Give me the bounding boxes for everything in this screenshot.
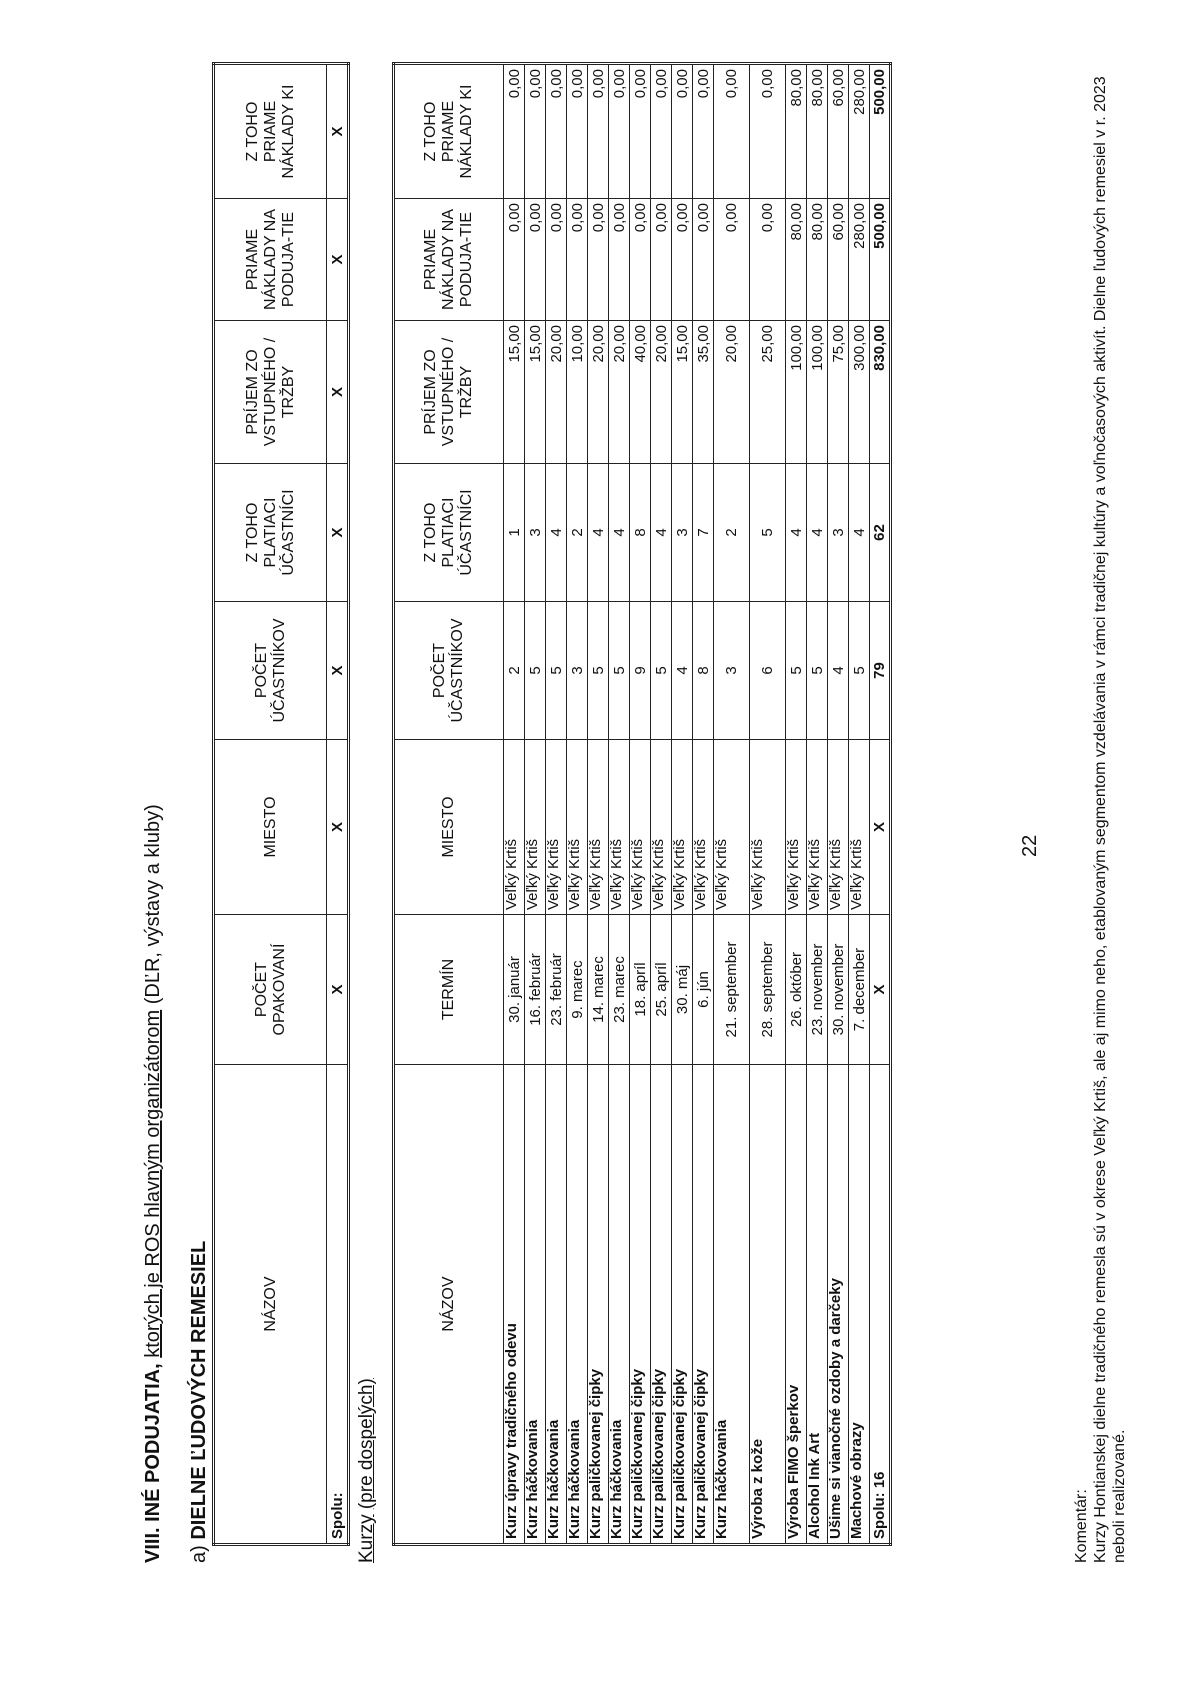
- table-cell: 0,00: [504, 199, 525, 321]
- table-cell: 7: [693, 464, 714, 602]
- dielne-total-row: [327, 64, 349, 1545]
- total-cell: 62: [870, 464, 891, 602]
- table-cell: 10,00: [567, 321, 588, 464]
- comment-label: Komentár:: [1073, 1489, 1090, 1563]
- table-cell: 9: [630, 602, 651, 740]
- col-platiaci: Z TOHO PLATIACI ÚČASTNÍCI: [214, 464, 327, 602]
- total-cell: X: [327, 199, 349, 321]
- table-cell: 2: [567, 464, 588, 602]
- table-cell: 0,00: [609, 199, 630, 321]
- col-miesto: MIESTO: [394, 740, 504, 915]
- table-cell: Veľký Krtiš: [525, 740, 546, 915]
- total-cell: X: [327, 740, 349, 915]
- total-cell: X: [327, 915, 349, 1065]
- table-cell: 15,00: [672, 321, 693, 464]
- table-row: [672, 64, 693, 1545]
- table-row: [849, 64, 870, 1545]
- table-row: [807, 64, 828, 1545]
- col-termin: TERMÍN: [394, 915, 504, 1065]
- table-cell: 26. október: [786, 915, 807, 1065]
- table-cell: 0,00: [672, 199, 693, 321]
- table-cell: 80,00: [807, 64, 828, 199]
- table-cell: 100,00: [807, 321, 828, 464]
- table-row: [630, 64, 651, 1545]
- table-cell: 18. apríl: [630, 915, 651, 1065]
- kurzy-table: [392, 62, 892, 1546]
- table-cell: Veľký Krtiš: [609, 740, 630, 915]
- table-cell: Veľký Krtiš: [750, 740, 786, 915]
- course-name: Výroba FIMO šperkov: [786, 1065, 807, 1545]
- heading-suffix: (DĽR, výstavy a kluby): [142, 804, 164, 1005]
- kurzy-total-row: [870, 64, 891, 1545]
- col-miesto: MIESTO: [214, 740, 327, 915]
- table-cell: 5: [750, 464, 786, 602]
- table-cell: Veľký Krtiš: [672, 740, 693, 915]
- table-row: [750, 64, 786, 1545]
- table-cell: 5: [609, 602, 630, 740]
- table-cell: 5: [849, 602, 870, 740]
- table-cell: 4: [828, 602, 849, 740]
- table-cell: 0,00: [588, 64, 609, 199]
- course-name: Kurz háčkovania: [609, 1065, 630, 1545]
- subsection-title: DIELNE ĽUDOVÝCH REMESIEL: [188, 1240, 210, 1540]
- table-cell: 4: [588, 464, 609, 602]
- total-cell: X: [870, 740, 891, 915]
- table-cell: 0,00: [651, 199, 672, 321]
- table-cell: 5: [525, 602, 546, 740]
- course-name: Kurz paličkovanej čipky: [588, 1065, 609, 1545]
- table-cell: 20,00: [609, 321, 630, 464]
- table-cell: 5: [807, 602, 828, 740]
- table-cell: Veľký Krtiš: [651, 740, 672, 915]
- course-name: Kurz háčkovania: [714, 1065, 750, 1545]
- total-label: Spolu: 16: [870, 1065, 891, 1545]
- table-cell: 2: [504, 602, 525, 740]
- table-cell: 60,00: [828, 64, 849, 199]
- course-name: Kurz paličkovanej čipky: [651, 1065, 672, 1545]
- table-row: [588, 64, 609, 1545]
- table-cell: 280,00: [849, 64, 870, 199]
- table-cell: 0,00: [588, 199, 609, 321]
- table-cell: 0,00: [651, 64, 672, 199]
- table-cell: 2: [714, 464, 750, 602]
- table-cell: 0,00: [567, 199, 588, 321]
- col-platiaci: Z TOHO PLATIACI ÚČASTNÍCI: [394, 464, 504, 602]
- heading-underlined: ktorých je ROS hlavným organizátorom: [142, 1009, 164, 1358]
- table-cell: 25. apríl: [651, 915, 672, 1065]
- table-cell: 7. december: [849, 915, 870, 1065]
- table-cell: 300,00: [849, 321, 870, 464]
- table-row: [786, 64, 807, 1545]
- table-cell: 3: [567, 602, 588, 740]
- col-naklady: PRIAME NÁKLADY NA PODUJA-TIE: [394, 199, 504, 321]
- table-cell: Veľký Krtiš: [828, 740, 849, 915]
- table-cell: 80,00: [807, 199, 828, 321]
- table-cell: Veľký Krtiš: [714, 740, 750, 915]
- table-cell: 40,00: [630, 321, 651, 464]
- table-cell: 15,00: [504, 321, 525, 464]
- table-cell: 0,00: [504, 64, 525, 199]
- table-cell: 0,00: [750, 64, 786, 199]
- col-naklady-ki: Z TOHO PRIAME NÁKLADY KI: [214, 64, 327, 199]
- dielne-table: [212, 62, 350, 1546]
- total-cell: 79: [870, 602, 891, 740]
- comment-block: [1072, 63, 1129, 1563]
- table-cell: 3: [672, 464, 693, 602]
- table-row: [828, 64, 849, 1545]
- table-cell: 9. marec: [567, 915, 588, 1065]
- col-prijem: PRÍJEM ZO VSTUPNÉHO / TRŽBY: [214, 321, 327, 464]
- table-cell: 21. september: [714, 915, 750, 1065]
- table-cell: 20,00: [651, 321, 672, 464]
- total-cell: 500,00: [870, 64, 891, 199]
- table-cell: 4: [651, 464, 672, 602]
- col-nazov: NÁZOV: [214, 1065, 327, 1545]
- table-cell: 0,00: [546, 199, 567, 321]
- table-cell: 20,00: [588, 321, 609, 464]
- heading-prefix: VIII. INÉ PODUJATIA,: [142, 1363, 164, 1563]
- kurzy-label: Kurzy: [356, 1514, 377, 1563]
- table-row: [546, 64, 567, 1545]
- table-cell: 30. máj: [672, 915, 693, 1065]
- col-pocet-ucastnikov: POČET ÚČASTNÍKOV: [394, 602, 504, 740]
- table-cell: 0,00: [672, 64, 693, 199]
- table-cell: 75,00: [828, 321, 849, 464]
- col-nazov: NÁZOV: [394, 1065, 504, 1545]
- total-cell: X: [870, 915, 891, 1065]
- table-row: [693, 64, 714, 1545]
- course-name: Machové obrazy: [849, 1065, 870, 1545]
- table-cell: Veľký Krtiš: [588, 740, 609, 915]
- table-cell: 0,00: [609, 64, 630, 199]
- dielne-header-row: [214, 64, 327, 1545]
- table-cell: 20,00: [546, 321, 567, 464]
- table-cell: 6: [750, 602, 786, 740]
- course-name: Kurz háčkovania: [525, 1065, 546, 1545]
- table-cell: 5: [786, 602, 807, 740]
- table-cell: 3: [714, 602, 750, 740]
- table-cell: 8: [693, 602, 714, 740]
- table-cell: 14. marec: [588, 915, 609, 1065]
- table-cell: 35,00: [693, 321, 714, 464]
- table-row: [504, 64, 525, 1545]
- col-naklady-ki: Z TOHO PRIAME NÁKLADY KI: [394, 64, 504, 199]
- col-pocet-ucastnikov: POČET ÚČASTNÍKOV: [214, 602, 327, 740]
- table-cell: 0,00: [525, 199, 546, 321]
- course-name: Kurz háčkovania: [546, 1065, 567, 1545]
- course-name: Výroba z kože: [750, 1065, 786, 1545]
- table-cell: 0,00: [630, 64, 651, 199]
- table-row: [651, 64, 672, 1545]
- course-name: Kurz háčkovania: [567, 1065, 588, 1545]
- table-cell: 20,00: [714, 321, 750, 464]
- course-name: Alcohol Ink Art: [807, 1065, 828, 1545]
- table-cell: 60,00: [828, 199, 849, 321]
- table-row: [714, 64, 750, 1545]
- table-row: [525, 64, 546, 1545]
- table-cell: 0,00: [567, 64, 588, 199]
- total-cell: 500,00: [870, 199, 891, 321]
- table-cell: Veľký Krtiš: [807, 740, 828, 915]
- total-cell: X: [327, 602, 349, 740]
- table-cell: 6. jún: [693, 915, 714, 1065]
- table-cell: Veľký Krtiš: [504, 740, 525, 915]
- table-cell: 3: [828, 464, 849, 602]
- col-prijem: PRÍJEM ZO VSTUPNÉHO / TRŽBY: [394, 321, 504, 464]
- table-cell: 0,00: [525, 64, 546, 199]
- kurzy-heading: [356, 1378, 378, 1563]
- total-cell: 830,00: [870, 321, 891, 464]
- course-name: Kurz paličkovanej čipky: [693, 1065, 714, 1545]
- course-name: Kurz paličkovanej čipky: [630, 1065, 651, 1545]
- table-cell: Veľký Krtiš: [849, 740, 870, 915]
- table-cell: 30. november: [828, 915, 849, 1065]
- table-cell: Veľký Krtiš: [567, 740, 588, 915]
- table-cell: 5: [651, 602, 672, 740]
- table-cell: 0,00: [750, 199, 786, 321]
- col-naklady: PRIAME NÁKLADY NA PODUJA-TIE: [214, 199, 327, 321]
- table-cell: 16. február: [525, 915, 546, 1065]
- table-cell: 0,00: [714, 64, 750, 199]
- kurzy-suffix: (pre dospelých): [356, 1378, 377, 1510]
- table-cell: 4: [546, 464, 567, 602]
- page-number: 22: [1019, 834, 1041, 857]
- table-cell: 30. január: [504, 915, 525, 1065]
- course-name: Ušime si vianočné ozdoby a darčeky: [828, 1065, 849, 1545]
- table-cell: 4: [786, 464, 807, 602]
- table-cell: 5: [546, 602, 567, 740]
- table-cell: 23. február: [546, 915, 567, 1065]
- table-cell: 0,00: [693, 199, 714, 321]
- table-cell: 3: [525, 464, 546, 602]
- total-cell: X: [327, 464, 349, 602]
- total-cell: X: [327, 321, 349, 464]
- subsection-letter: a): [188, 1545, 210, 1563]
- table-cell: Veľký Krtiš: [786, 740, 807, 915]
- table-cell: 1: [504, 464, 525, 602]
- course-name: Kurz paličkovanej čipky: [672, 1065, 693, 1545]
- kurzy-header-row: [394, 64, 504, 1545]
- total-label: Spolu:: [327, 1065, 349, 1545]
- table-cell: 28. september: [750, 915, 786, 1065]
- table-row: [609, 64, 630, 1545]
- table-cell: 80,00: [786, 199, 807, 321]
- table-cell: 280,00: [849, 199, 870, 321]
- table-cell: 80,00: [786, 64, 807, 199]
- table-cell: 4: [849, 464, 870, 602]
- table-row: [567, 64, 588, 1545]
- total-cell: X: [327, 64, 349, 199]
- table-cell: 4: [807, 464, 828, 602]
- table-cell: 25,00: [750, 321, 786, 464]
- table-cell: 15,00: [525, 321, 546, 464]
- col-pocet-opakovani: POČET OPAKOVANÍ: [214, 915, 327, 1065]
- table-cell: 5: [588, 602, 609, 740]
- table-cell: Veľký Krtiš: [546, 740, 567, 915]
- table-cell: 23. november: [807, 915, 828, 1065]
- table-cell: 4: [672, 602, 693, 740]
- table-cell: 0,00: [693, 64, 714, 199]
- table-cell: Veľký Krtiš: [693, 740, 714, 915]
- comment-text: Kurzy Hontianskej dielne tradičného remesla sú v okrese Veľký Krtiš, ale aj mimo neho, etablovaným segmentom vzdelávania v rámci tradičnej kultúry a voľnočasových aktivít. Dielne ľudových remesiel v r. 2023 neboli realizované.: [1092, 76, 1128, 1563]
- table-cell: 0,00: [714, 199, 750, 321]
- table-cell: 0,00: [546, 64, 567, 199]
- table-cell: 8: [630, 464, 651, 602]
- table-cell: 4: [609, 464, 630, 602]
- table-cell: 100,00: [786, 321, 807, 464]
- course-name: Kurz úpravy tradičného odevu: [504, 1065, 525, 1545]
- table-cell: 23. marec: [609, 915, 630, 1065]
- subsection-heading: [188, 1241, 211, 1563]
- section-heading: [142, 804, 165, 1563]
- table-cell: Veľký Krtiš: [630, 740, 651, 915]
- table-cell: 0,00: [630, 199, 651, 321]
